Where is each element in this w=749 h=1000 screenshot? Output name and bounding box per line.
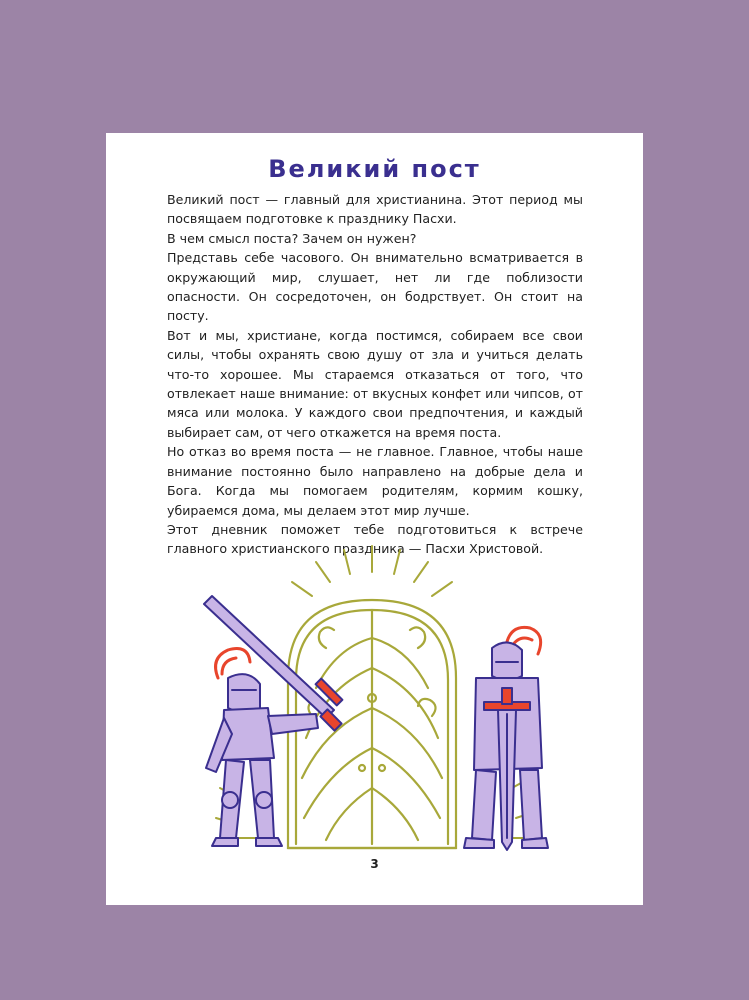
paragraph: В чем смысл поста? Зачем он нужен? <box>167 230 417 246</box>
page-number: 3 <box>370 857 379 871</box>
knights-gate-illustration <box>176 538 576 853</box>
right-knight <box>464 627 548 850</box>
paragraph: Представь себе часового. Он внимательно всматривается в окружающий мир, слушает, нет ли где поблизости опасности. Он сосредоточен, он бодрствует. Он стоит на посту. <box>167 250 583 324</box>
page-title: Великий пост <box>268 155 481 183</box>
body-text <box>167 190 583 559</box>
paragraph: Но отказ во время поста — не главное. Главное, чтобы наше внимание постоянно было направлено на добрые дела и Бога. Когда мы помогаем родителям, кормим кошку, убираемся дома, мы делаем этот мир лучше. <box>167 444 583 518</box>
book-page <box>106 133 643 905</box>
left-knight <box>204 596 342 846</box>
paragraph: Вот и мы, христиане, когда постимся, собираем все свои силы, чтобы охранять свою душу от зла и учиться делать что-то хорошее. Мы стараемся отказаться от того, что отвлекает наше внимание: от вкусных конфет или чипсов, от мяса или молока. У каждого свои предпочтения, и каждый выбирает сам, от чего откажется на время поста. <box>167 327 583 440</box>
paragraph: Этот дневник поможет тебе подготовиться к встрече главного христианского праздника — Пасхи Христовой. <box>167 521 583 557</box>
paragraph: Великий пост — главный для христианина. Этот период мы посвящаем подготовке к празднику Пасхи. <box>167 192 583 227</box>
